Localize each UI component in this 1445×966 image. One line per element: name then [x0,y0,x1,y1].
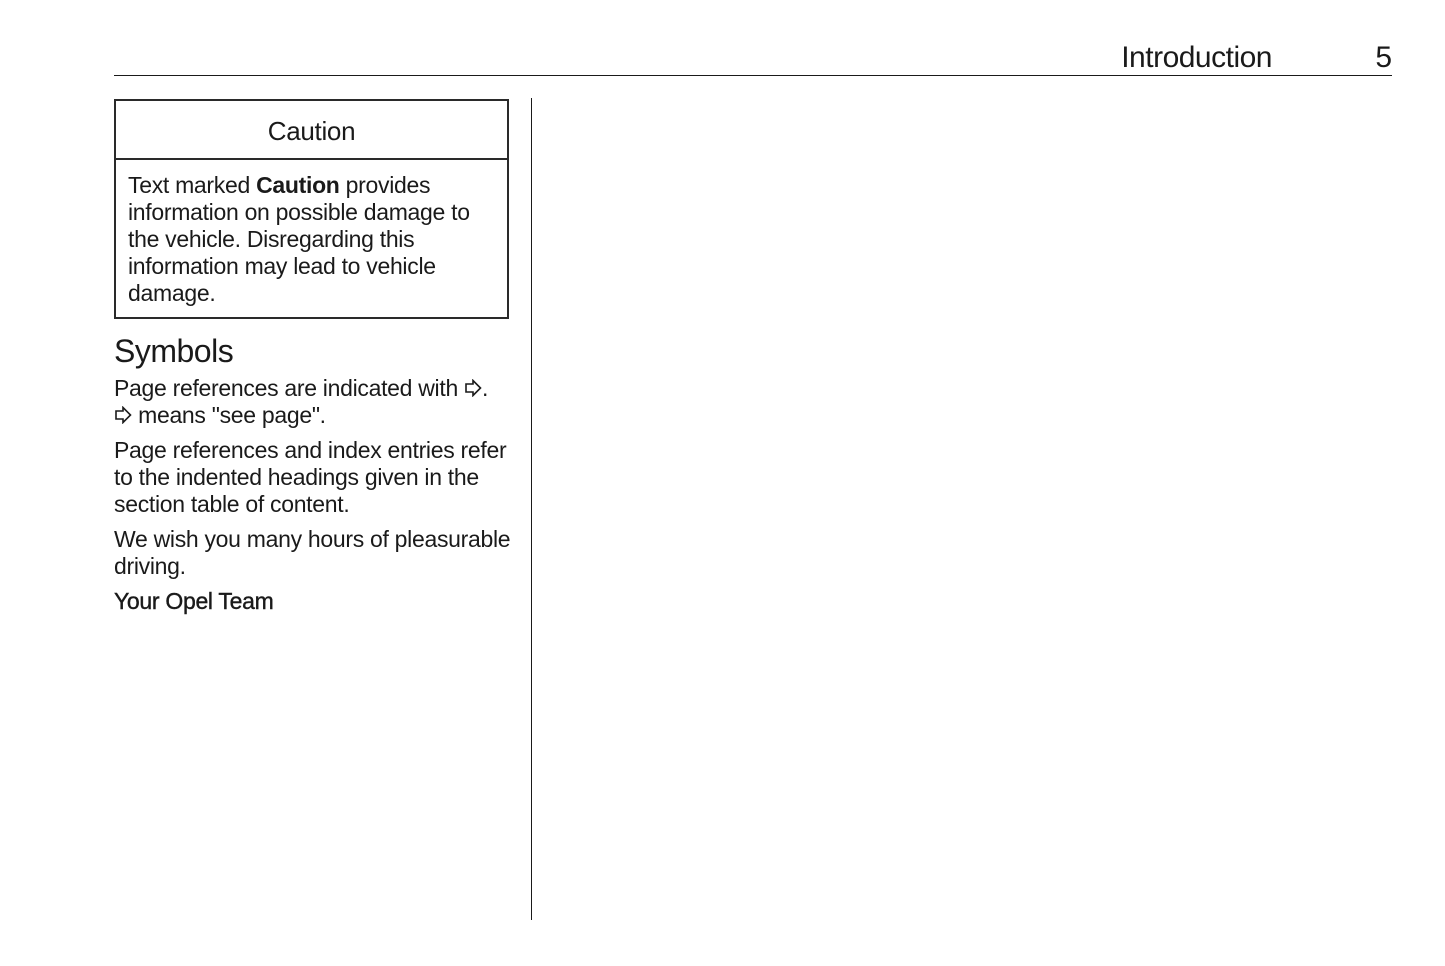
arrow-right-outline-icon [114,406,132,424]
column-divider [531,98,532,920]
symbols-paragraph-3: We wish you many hours of pleasurable driving. [114,526,511,579]
symbols-heading: Symbols [114,333,234,369]
caution-text [116,160,507,307]
symbols-line1-text: Page references are indicated with [114,375,465,401]
caution-text-prefix: Text marked [128,172,257,198]
caution-box [114,99,509,319]
symbols-paragraph-2: Page references and index entries refer to the indented headings given in the section table of content. [114,437,507,517]
caution-heading: Caution [116,101,507,160]
page-header-title: Introduction [1121,41,1272,74]
symbols-body [114,375,514,623]
symbols-paragraph-1 [114,375,514,429]
page-number: 5 [1375,41,1392,74]
symbols-line1-end: . [482,375,489,401]
header-rule [114,75,1392,76]
caution-text-bold: Caution [256,172,340,198]
arrow-right-outline-icon [464,379,482,397]
symbols-line2-text: means "see page". [132,402,326,428]
signoff: Your Opel Team [114,588,274,614]
caution-text-suffix: provides information on possible damage to the vehicle. Disregarding this information may lead to vehicle damage. [128,172,470,306]
